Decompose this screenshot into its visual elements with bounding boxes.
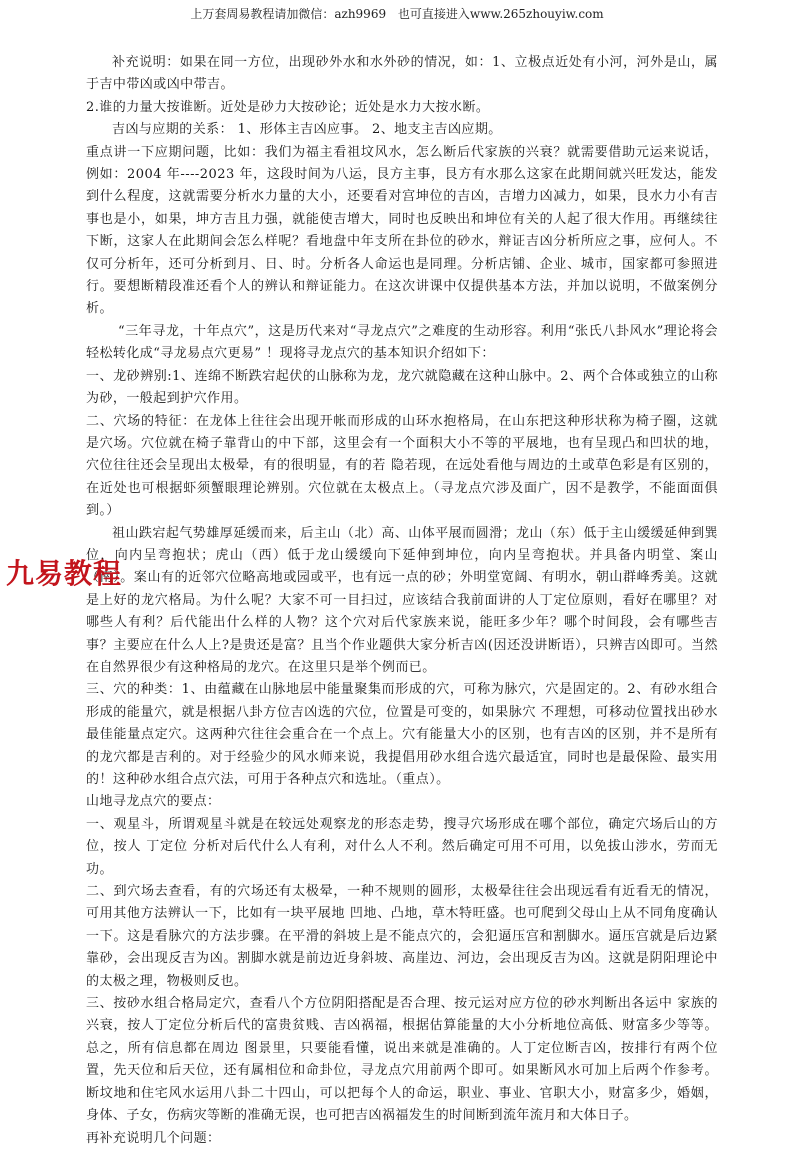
paragraph: 一、观星斗，所谓观星斗就是在较远处观察龙的形态走势，搜寻穴场形成在哪个部位，确定穴场后山的方位，按人 丁定位 分析对后代什么人有利，对什么人不利。然后确定可用不可用，以免拔山涉水，劳而无功。 xyxy=(86,816,718,877)
paragraph: “三年寻龙，十年点穴”，这是历代来对“寻龙点穴”之难度的生动形容。利用“张氏八卦风水”理论将会轻松转化成“寻龙易点穴更易” ！现将寻龙点穴的基本知识介绍如下： xyxy=(86,323,718,362)
watermark-logo: 九易教程 xyxy=(6,557,123,590)
paragraph: 二、穴场的特征：在龙体上往往会出现开帐而形成的山环水抱格局，在山东把这种形状称为椅子圈，这就是穴场。穴位就在椅子靠背山的中下部，这里会有一个面积大小不等的平展地，也有呈现凸和凹状的地，穴位往往还会呈现出太极晕，有的很明显，有的若 隐若现，在远处看他与周边的土或草色彩是有区别的，在近处也可根据虾须蟹眼理论辨别。穴位就在太极点上。（寻龙点穴涉及面广，因不是教学，不能面面俱到。） xyxy=(86,413,718,519)
paragraph: 再补充说明几个问题： xyxy=(86,1130,221,1146)
paragraph: 三、穴的种类：1、由蕴藏在山脉地层中能量聚集而形成的穴，可称为脉穴，穴是固定的。2、有砂水组合形成的能量穴，就是根据八卦方位吉凶选的穴位，位置是可变的，如果脉穴 不理想，可移动位置找出砂水最佳能量点定穴。这两种穴往往会重合在一个点上。穴有能量大小的区别，也有吉凶的区别，并不是所有的龙穴都是吉利的。对于经验少的风水师来说，我提倡用砂水组合选穴最适宜，同时也是最保险、最实用的！这种砂水组合点穴法，可用于各种点穴和选址。（重点）。 xyxy=(86,682,718,787)
paragraph: 补充说明：如果在同一方位，出现砂外水和水外砂的情况，如：1、立极点近处有小河，河外是山，属于吉中带凶或凶中带吉。 xyxy=(86,55,718,93)
header-wechat-notice: 上万套周易教程请加微信：azh9969 xyxy=(190,7,387,21)
paragraph: 二、到穴场去查看，有的穴场还有太极晕，一种不规则的圆形，太极晕往往会出现远看有近看无的情况，可用其他方法辨认一下，比如有一块平展地 凹地、凸地，草木特旺盛。也可爬到父母山上从不同角度确认一下。这是看脉穴的方法步骤。在平滑的斜坡上是不能点穴的，会犯逼压宫和割脚水。逼压宫就是后边紧靠砂，会出现反吉为凶。割脚水就是前边近身斜坡、高崖边、河边，会出现反吉为凶。这就是阴阳理论中的太极之理，物极则反也。 xyxy=(86,884,718,989)
paragraph: 重点讲一下应期问题，比如：我们为福主看祖坟风水，怎么断后代家族的兴衰？就需要借助元运来说话，例如：2004 年----2023 年，这段时间为八运，艮方主事，艮方有水那么这家在此期间就兴旺发达，能发到什么程度，这就需要分析水力量的大小，还要看对宫坤位的吉凶，吉增力凶减力，如果，艮水力小有吉事也是小，如果，坤方吉且力强，就能使吉增大，同时也反映出和坤位有关的人起了很大作用。再继续往下断，这家人在此期间会怎么样呢？看地盘中年支所在卦位的砂水，辩证吉凶分析所应之事，应何人。不仅可分析年，还可分析到月、日、时。分析各人命运也是同理。分析店铺、企业、城市，国家都可参照进行。要想断精段准还看个人的辨认和辩证能力。在这次讲课中仅提供基本方法，并加以说明，不做案例分析。 xyxy=(86,144,718,317)
paragraph: 吉凶与应期的关系： 1、形体主吉凶应事。 2、地支主吉凶应期。 xyxy=(112,122,502,138)
paragraph: 一、龙砂辨别:1、连绵不断跌宕起伏的山脉称为龙，龙穴就隐藏在这种山脉中。2、两个合体或独立的山称为砂，一般起到护穴作用。 xyxy=(86,368,718,407)
paragraph: 2.谁的力量大按谁断。近处是砂力大按砂论；近处是水力大按水断。 xyxy=(86,99,490,115)
paragraph: 山地寻龙点穴的要点： xyxy=(86,794,221,810)
paragraph: 祖山跌宕起气势雄厚延缓而来，后主山（北）高、山体平展而圆滑；龙山（东）低于主山缓缓延伸到巽位，向内呈弯抱状；虎山（西）低于龙山缓缓向下延伸到坤位，向内呈弯抱状。并具备内明堂、案山（南）。案山有的近邻穴位略高地或园或平，也有远一点的砂；外明堂宽阔、有明水，朝山群峰秀美。这就是上好的龙穴格局。为什么呢？大家不可一目扫过，应该结合我前面讲的人丁定位原则，看好在哪里？对哪些人有利？后代能出什么样的人物？这个穴对后代家族来说，能旺多少年？哪个时间段，会有哪些吉事？主要应在什么人上?是贵还是富？且当个作业题供大家分析吉凶(因还没讲断语），只辨吉凶即可。当然在自然界很少有这种格局的龙穴。在这里只是举个例而已。 xyxy=(86,525,718,675)
paragraph: 三、按砂水组合格局定穴，查看八个方位阴阳搭配是否合理、按元运对应方位的砂水判断出各运中 家族的兴衰，按人丁定位分析后代的富贵贫贱、吉凶祸福，根据估算能量的大小分析地位高低、财富多少等等。总之，所有信息都在周边 图景里，只要能看懂，说出来就是准确的。人丁定位断吉凶，按排行有两个位置，先天位和后天位，还有属相位和命卦位，寻龙点穴用前两个即可。如果断风水可加上后两个作参考。断坟地和住宅风水运用八卦二十四山，可以把每个人的命运，职业、事业、官职大小，财富多少，婚姻，身体、子女，伤病灾等断的准确无误，也可把吉凶祸福发生的时间断到流年流月和大体日子。 xyxy=(86,996,718,1124)
header-site-link[interactable]: 也可直接进入www.265zhouyiw.com xyxy=(397,7,604,21)
page-header xyxy=(0,6,794,22)
document-body xyxy=(86,52,718,1150)
